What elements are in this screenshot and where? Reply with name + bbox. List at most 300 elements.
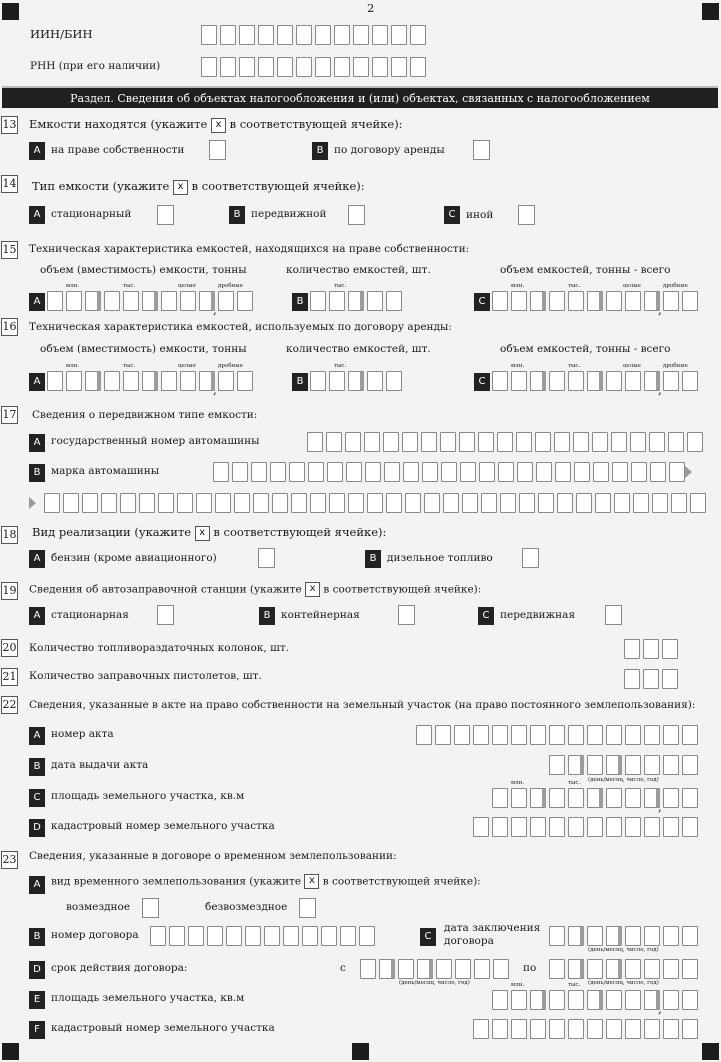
input-cell[interactable] bbox=[123, 291, 139, 311]
q17-b-brand-field[interactable] bbox=[213, 462, 685, 482]
input-cell[interactable] bbox=[441, 462, 457, 482]
input-cell[interactable] bbox=[587, 926, 603, 946]
input-cell[interactable] bbox=[568, 926, 584, 946]
input-cell[interactable] bbox=[239, 25, 255, 45]
q22-d-cadastral-field[interactable] bbox=[473, 817, 698, 837]
input-cell[interactable] bbox=[682, 755, 698, 775]
input-cell[interactable] bbox=[220, 57, 236, 77]
input-cell[interactable] bbox=[574, 462, 590, 482]
input-cell[interactable] bbox=[402, 432, 418, 452]
input-cell[interactable] bbox=[158, 493, 174, 513]
q13-a-checkbox[interactable] bbox=[209, 140, 226, 160]
input-cell[interactable] bbox=[662, 669, 678, 689]
input-cell[interactable] bbox=[530, 371, 546, 391]
input-cell[interactable] bbox=[237, 291, 253, 311]
input-cell[interactable] bbox=[410, 57, 426, 77]
input-cell[interactable] bbox=[555, 462, 571, 482]
input-cell[interactable] bbox=[662, 639, 678, 659]
input-cell[interactable] bbox=[353, 57, 369, 77]
q16-c-total-field[interactable] bbox=[492, 371, 698, 391]
input-cell[interactable] bbox=[310, 371, 326, 391]
input-cell[interactable] bbox=[66, 291, 82, 311]
q17-b-brand-field-continued[interactable] bbox=[44, 493, 706, 513]
input-cell[interactable] bbox=[218, 371, 234, 391]
input-cell[interactable] bbox=[302, 926, 318, 946]
input-cell[interactable] bbox=[568, 1019, 584, 1039]
input-cell[interactable] bbox=[201, 25, 217, 45]
input-cell[interactable] bbox=[177, 493, 193, 513]
input-cell[interactable] bbox=[215, 493, 231, 513]
input-cell[interactable] bbox=[663, 990, 679, 1010]
input-cell[interactable] bbox=[196, 493, 212, 513]
q23-c-date-field[interactable] bbox=[549, 926, 698, 946]
input-cell[interactable] bbox=[568, 371, 584, 391]
input-cell[interactable] bbox=[180, 371, 196, 391]
input-cell[interactable] bbox=[624, 669, 640, 689]
input-cell[interactable] bbox=[329, 371, 345, 391]
input-cell[interactable] bbox=[592, 432, 608, 452]
input-cell[interactable] bbox=[671, 493, 687, 513]
input-cell[interactable] bbox=[687, 432, 703, 452]
input-cell[interactable] bbox=[611, 432, 627, 452]
q19-a-checkbox[interactable] bbox=[157, 605, 174, 625]
input-cell[interactable] bbox=[291, 493, 307, 513]
input-cell[interactable] bbox=[650, 462, 666, 482]
input-cell[interactable] bbox=[365, 462, 381, 482]
input-cell[interactable] bbox=[549, 959, 565, 979]
input-cell[interactable] bbox=[251, 462, 267, 482]
input-cell[interactable] bbox=[682, 990, 698, 1010]
input-cell[interactable] bbox=[44, 493, 60, 513]
input-cell[interactable] bbox=[587, 1019, 603, 1039]
input-cell[interactable] bbox=[270, 462, 286, 482]
input-cell[interactable] bbox=[595, 493, 611, 513]
q21-nozzles-field[interactable] bbox=[624, 669, 678, 689]
input-cell[interactable] bbox=[625, 817, 641, 837]
input-cell[interactable] bbox=[63, 493, 79, 513]
input-cell[interactable] bbox=[663, 788, 679, 808]
input-cell[interactable] bbox=[353, 25, 369, 45]
input-cell[interactable] bbox=[104, 371, 120, 391]
input-cell[interactable] bbox=[416, 725, 432, 745]
input-cell[interactable] bbox=[321, 926, 337, 946]
input-cell[interactable] bbox=[253, 493, 269, 513]
input-cell[interactable] bbox=[283, 926, 299, 946]
input-cell[interactable] bbox=[474, 959, 490, 979]
input-cell[interactable] bbox=[315, 57, 331, 77]
input-cell[interactable] bbox=[226, 926, 242, 946]
input-cell[interactable] bbox=[443, 493, 459, 513]
q23-e-area-field[interactable] bbox=[492, 990, 698, 1010]
input-cell[interactable] bbox=[372, 57, 388, 77]
input-cell[interactable] bbox=[625, 755, 641, 775]
input-cell[interactable] bbox=[644, 959, 660, 979]
input-cell[interactable] bbox=[549, 990, 565, 1010]
input-cell[interactable] bbox=[327, 462, 343, 482]
input-cell[interactable] bbox=[258, 25, 274, 45]
input-cell[interactable] bbox=[663, 291, 679, 311]
input-cell[interactable] bbox=[644, 926, 660, 946]
input-cell[interactable] bbox=[587, 755, 603, 775]
input-cell[interactable] bbox=[587, 371, 603, 391]
input-cell[interactable] bbox=[606, 926, 622, 946]
input-cell[interactable] bbox=[668, 432, 684, 452]
input-cell[interactable] bbox=[530, 788, 546, 808]
q16-b-count-field[interactable] bbox=[310, 371, 402, 391]
input-cell[interactable] bbox=[142, 371, 158, 391]
input-cell[interactable] bbox=[554, 432, 570, 452]
input-cell[interactable] bbox=[340, 926, 356, 946]
input-cell[interactable] bbox=[479, 462, 495, 482]
input-cell[interactable] bbox=[66, 371, 82, 391]
input-cell[interactable] bbox=[612, 462, 628, 482]
q18-b-checkbox[interactable] bbox=[522, 548, 539, 568]
input-cell[interactable] bbox=[258, 57, 274, 77]
input-cell[interactable] bbox=[201, 57, 217, 77]
input-cell[interactable] bbox=[334, 57, 350, 77]
input-cell[interactable] bbox=[625, 959, 641, 979]
input-cell[interactable] bbox=[345, 432, 361, 452]
input-cell[interactable] bbox=[424, 493, 440, 513]
input-cell[interactable] bbox=[663, 959, 679, 979]
input-cell[interactable] bbox=[549, 755, 565, 775]
q14-c-checkbox[interactable] bbox=[518, 205, 535, 225]
input-cell[interactable] bbox=[530, 291, 546, 311]
input-cell[interactable] bbox=[663, 725, 679, 745]
input-cell[interactable] bbox=[104, 291, 120, 311]
input-cell[interactable] bbox=[643, 669, 659, 689]
input-cell[interactable] bbox=[682, 817, 698, 837]
input-cell[interactable] bbox=[633, 493, 649, 513]
input-cell[interactable] bbox=[644, 725, 660, 745]
input-cell[interactable] bbox=[568, 291, 584, 311]
input-cell[interactable] bbox=[315, 25, 331, 45]
input-cell[interactable] bbox=[625, 291, 641, 311]
input-cell[interactable] bbox=[568, 959, 584, 979]
input-cell[interactable] bbox=[606, 990, 622, 1010]
input-cell[interactable] bbox=[538, 493, 554, 513]
input-cell[interactable] bbox=[511, 788, 527, 808]
q19-c-checkbox[interactable] bbox=[605, 605, 622, 625]
input-cell[interactable] bbox=[417, 959, 433, 979]
input-cell[interactable] bbox=[161, 291, 177, 311]
input-cell[interactable] bbox=[364, 432, 380, 452]
input-cell[interactable] bbox=[511, 1019, 527, 1039]
input-cell[interactable] bbox=[462, 493, 478, 513]
input-cell[interactable] bbox=[296, 57, 312, 77]
iin-field[interactable] bbox=[201, 25, 426, 45]
input-cell[interactable] bbox=[440, 432, 456, 452]
input-cell[interactable] bbox=[272, 493, 288, 513]
input-cell[interactable] bbox=[47, 371, 63, 391]
input-cell[interactable] bbox=[150, 926, 166, 946]
input-cell[interactable] bbox=[329, 291, 345, 311]
input-cell[interactable] bbox=[587, 817, 603, 837]
input-cell[interactable] bbox=[492, 817, 508, 837]
input-cell[interactable] bbox=[82, 493, 98, 513]
input-cell[interactable] bbox=[234, 493, 250, 513]
input-cell[interactable] bbox=[606, 788, 622, 808]
q20-dispensers-field[interactable] bbox=[624, 639, 678, 659]
input-cell[interactable] bbox=[549, 788, 565, 808]
input-cell[interactable] bbox=[625, 926, 641, 946]
input-cell[interactable] bbox=[530, 990, 546, 1010]
input-cell[interactable] bbox=[403, 462, 419, 482]
input-cell[interactable] bbox=[310, 291, 326, 311]
input-cell[interactable] bbox=[308, 462, 324, 482]
input-cell[interactable] bbox=[690, 493, 706, 513]
input-cell[interactable] bbox=[519, 493, 535, 513]
input-cell[interactable] bbox=[492, 371, 508, 391]
q14-b-checkbox[interactable] bbox=[348, 205, 365, 225]
input-cell[interactable] bbox=[663, 371, 679, 391]
input-cell[interactable] bbox=[576, 493, 592, 513]
q23-f-cadastral-field[interactable] bbox=[473, 1019, 698, 1039]
input-cell[interactable] bbox=[663, 755, 679, 775]
input-cell[interactable] bbox=[682, 291, 698, 311]
input-cell[interactable] bbox=[652, 493, 668, 513]
input-cell[interactable] bbox=[207, 926, 223, 946]
input-cell[interactable] bbox=[473, 725, 489, 745]
input-cell[interactable] bbox=[383, 432, 399, 452]
input-cell[interactable] bbox=[473, 817, 489, 837]
input-cell[interactable] bbox=[549, 1019, 565, 1039]
input-cell[interactable] bbox=[516, 432, 532, 452]
q23-d-date-to-field[interactable] bbox=[549, 959, 698, 979]
decimal-comma: , bbox=[658, 383, 662, 397]
input-cell[interactable] bbox=[421, 432, 437, 452]
input-cell[interactable] bbox=[511, 990, 527, 1010]
input-cell[interactable] bbox=[649, 432, 665, 452]
input-cell[interactable] bbox=[436, 959, 452, 979]
input-cell[interactable] bbox=[386, 371, 402, 391]
input-cell[interactable] bbox=[85, 371, 101, 391]
input-cell[interactable] bbox=[530, 725, 546, 745]
input-cell[interactable] bbox=[606, 755, 622, 775]
input-cell[interactable] bbox=[310, 493, 326, 513]
input-cell[interactable] bbox=[663, 1019, 679, 1039]
input-cell[interactable] bbox=[663, 817, 679, 837]
input-cell[interactable] bbox=[511, 817, 527, 837]
input-cell[interactable] bbox=[500, 493, 516, 513]
input-cell[interactable] bbox=[624, 639, 640, 659]
input-cell[interactable] bbox=[239, 57, 255, 77]
input-cell[interactable] bbox=[85, 291, 101, 311]
input-cell[interactable] bbox=[492, 725, 508, 745]
q23-d-date-from-field[interactable] bbox=[360, 959, 509, 979]
input-cell[interactable] bbox=[367, 291, 383, 311]
input-cell[interactable] bbox=[614, 493, 630, 513]
input-cell[interactable] bbox=[367, 371, 383, 391]
input-cell[interactable] bbox=[511, 291, 527, 311]
input-cell[interactable] bbox=[644, 755, 660, 775]
input-cell[interactable] bbox=[386, 493, 402, 513]
input-cell[interactable] bbox=[139, 493, 155, 513]
q13-b-checkbox[interactable] bbox=[473, 140, 490, 160]
input-cell[interactable] bbox=[142, 291, 158, 311]
q23-b-contract-number-field[interactable] bbox=[150, 926, 375, 946]
input-cell[interactable] bbox=[277, 25, 293, 45]
input-cell[interactable] bbox=[587, 990, 603, 1010]
input-cell[interactable] bbox=[359, 926, 375, 946]
input-cell[interactable] bbox=[669, 462, 685, 482]
input-cell[interactable] bbox=[568, 755, 584, 775]
input-cell[interactable] bbox=[493, 959, 509, 979]
q15-b-count-field[interactable] bbox=[310, 291, 402, 311]
input-cell[interactable] bbox=[329, 493, 345, 513]
input-cell[interactable] bbox=[360, 959, 376, 979]
input-cell[interactable] bbox=[606, 371, 622, 391]
input-cell[interactable] bbox=[47, 291, 63, 311]
input-cell[interactable] bbox=[606, 959, 622, 979]
input-cell[interactable] bbox=[606, 1019, 622, 1039]
input-cell[interactable] bbox=[348, 371, 364, 391]
input-cell[interactable] bbox=[625, 371, 641, 391]
q15-a-volume-field[interactable] bbox=[47, 291, 253, 311]
input-cell[interactable] bbox=[473, 1019, 489, 1039]
input-cell[interactable] bbox=[587, 788, 603, 808]
input-cell[interactable] bbox=[405, 493, 421, 513]
input-cell[interactable] bbox=[169, 926, 185, 946]
input-cell[interactable] bbox=[530, 1019, 546, 1039]
input-cell[interactable] bbox=[264, 926, 280, 946]
input-cell[interactable] bbox=[536, 462, 552, 482]
q16-a-volume-field[interactable] bbox=[47, 371, 253, 391]
input-cell[interactable] bbox=[682, 1019, 698, 1039]
input-cell[interactable] bbox=[289, 462, 305, 482]
input-cell[interactable] bbox=[379, 959, 395, 979]
input-cell[interactable] bbox=[492, 788, 508, 808]
input-cell[interactable] bbox=[682, 788, 698, 808]
rnn-field[interactable] bbox=[201, 57, 426, 77]
input-cell[interactable] bbox=[123, 371, 139, 391]
input-cell[interactable] bbox=[587, 959, 603, 979]
input-cell[interactable] bbox=[587, 725, 603, 745]
input-cell[interactable] bbox=[682, 725, 698, 745]
input-cell[interactable] bbox=[492, 1019, 508, 1039]
input-cell[interactable] bbox=[218, 291, 234, 311]
input-cell[interactable] bbox=[386, 291, 402, 311]
input-cell[interactable] bbox=[348, 291, 364, 311]
input-cell[interactable] bbox=[549, 725, 565, 745]
input-cell[interactable] bbox=[682, 959, 698, 979]
input-cell[interactable] bbox=[384, 462, 400, 482]
input-cell[interactable] bbox=[573, 432, 589, 452]
q19-b-checkbox[interactable] bbox=[398, 605, 415, 625]
q18-a-checkbox[interactable] bbox=[258, 548, 275, 568]
input-cell[interactable] bbox=[492, 291, 508, 311]
input-cell[interactable] bbox=[492, 990, 508, 1010]
input-cell[interactable] bbox=[398, 959, 414, 979]
input-cell[interactable] bbox=[372, 25, 388, 45]
input-cell[interactable] bbox=[625, 788, 641, 808]
input-cell[interactable] bbox=[481, 493, 497, 513]
input-cell[interactable] bbox=[497, 432, 513, 452]
input-cell[interactable] bbox=[644, 1019, 660, 1039]
input-cell[interactable] bbox=[568, 725, 584, 745]
input-cell[interactable] bbox=[101, 493, 117, 513]
input-cell[interactable] bbox=[511, 725, 527, 745]
q22-c-area-field[interactable] bbox=[492, 788, 698, 808]
input-cell[interactable] bbox=[606, 817, 622, 837]
input-cell[interactable] bbox=[334, 25, 350, 45]
input-cell[interactable] bbox=[245, 926, 261, 946]
input-cell[interactable] bbox=[630, 432, 646, 452]
input-cell[interactable] bbox=[435, 725, 451, 745]
input-cell[interactable] bbox=[391, 25, 407, 45]
q22-a-act-number-field[interactable] bbox=[416, 725, 698, 745]
input-cell[interactable] bbox=[277, 57, 293, 77]
input-cell[interactable] bbox=[644, 817, 660, 837]
input-cell[interactable] bbox=[549, 291, 565, 311]
input-cell[interactable] bbox=[606, 725, 622, 745]
input-cell[interactable] bbox=[498, 462, 514, 482]
input-cell[interactable] bbox=[237, 371, 253, 391]
q23-paid-checkbox[interactable] bbox=[142, 898, 159, 918]
input-cell[interactable] bbox=[549, 371, 565, 391]
input-cell[interactable] bbox=[454, 725, 470, 745]
input-cell[interactable] bbox=[682, 371, 698, 391]
input-cell[interactable] bbox=[410, 25, 426, 45]
input-cell[interactable] bbox=[459, 432, 475, 452]
input-cell[interactable] bbox=[682, 926, 698, 946]
input-cell[interactable] bbox=[232, 462, 248, 482]
input-cell[interactable] bbox=[625, 1019, 641, 1039]
input-cell[interactable] bbox=[631, 462, 647, 482]
input-cell[interactable] bbox=[593, 462, 609, 482]
q23-free-checkbox[interactable] bbox=[299, 898, 316, 918]
q14-a-checkbox[interactable] bbox=[157, 205, 174, 225]
input-cell[interactable] bbox=[606, 291, 622, 311]
input-cell[interactable] bbox=[326, 432, 342, 452]
input-cell[interactable] bbox=[530, 817, 546, 837]
input-cell[interactable] bbox=[587, 291, 603, 311]
input-cell[interactable] bbox=[188, 926, 204, 946]
input-cell[interactable] bbox=[213, 462, 229, 482]
input-cell[interactable] bbox=[557, 493, 573, 513]
input-cell[interactable] bbox=[625, 725, 641, 745]
input-cell[interactable] bbox=[568, 990, 584, 1010]
input-cell[interactable] bbox=[220, 25, 236, 45]
input-cell[interactable] bbox=[391, 57, 407, 77]
input-cell[interactable] bbox=[161, 371, 177, 391]
input-cell[interactable] bbox=[643, 639, 659, 659]
input-cell[interactable] bbox=[549, 817, 565, 837]
input-cell[interactable] bbox=[549, 926, 565, 946]
input-cell[interactable] bbox=[535, 432, 551, 452]
q17-a-plate-field[interactable] bbox=[307, 432, 703, 452]
input-cell[interactable] bbox=[568, 788, 584, 808]
input-cell[interactable] bbox=[120, 493, 136, 513]
q22-b-date-field[interactable] bbox=[549, 755, 698, 775]
input-cell[interactable] bbox=[478, 432, 494, 452]
q15-c-total-field[interactable] bbox=[492, 291, 698, 311]
input-cell[interactable] bbox=[568, 817, 584, 837]
input-cell[interactable] bbox=[663, 926, 679, 946]
input-cell[interactable] bbox=[517, 462, 533, 482]
input-cell[interactable] bbox=[367, 493, 383, 513]
input-cell[interactable] bbox=[511, 371, 527, 391]
input-cell[interactable] bbox=[296, 25, 312, 45]
input-cell[interactable] bbox=[346, 462, 362, 482]
input-cell[interactable] bbox=[625, 990, 641, 1010]
input-cell[interactable] bbox=[460, 462, 476, 482]
input-cell[interactable] bbox=[180, 291, 196, 311]
input-cell[interactable] bbox=[455, 959, 471, 979]
input-cell[interactable] bbox=[422, 462, 438, 482]
input-cell[interactable] bbox=[348, 493, 364, 513]
input-cell[interactable] bbox=[307, 432, 323, 452]
